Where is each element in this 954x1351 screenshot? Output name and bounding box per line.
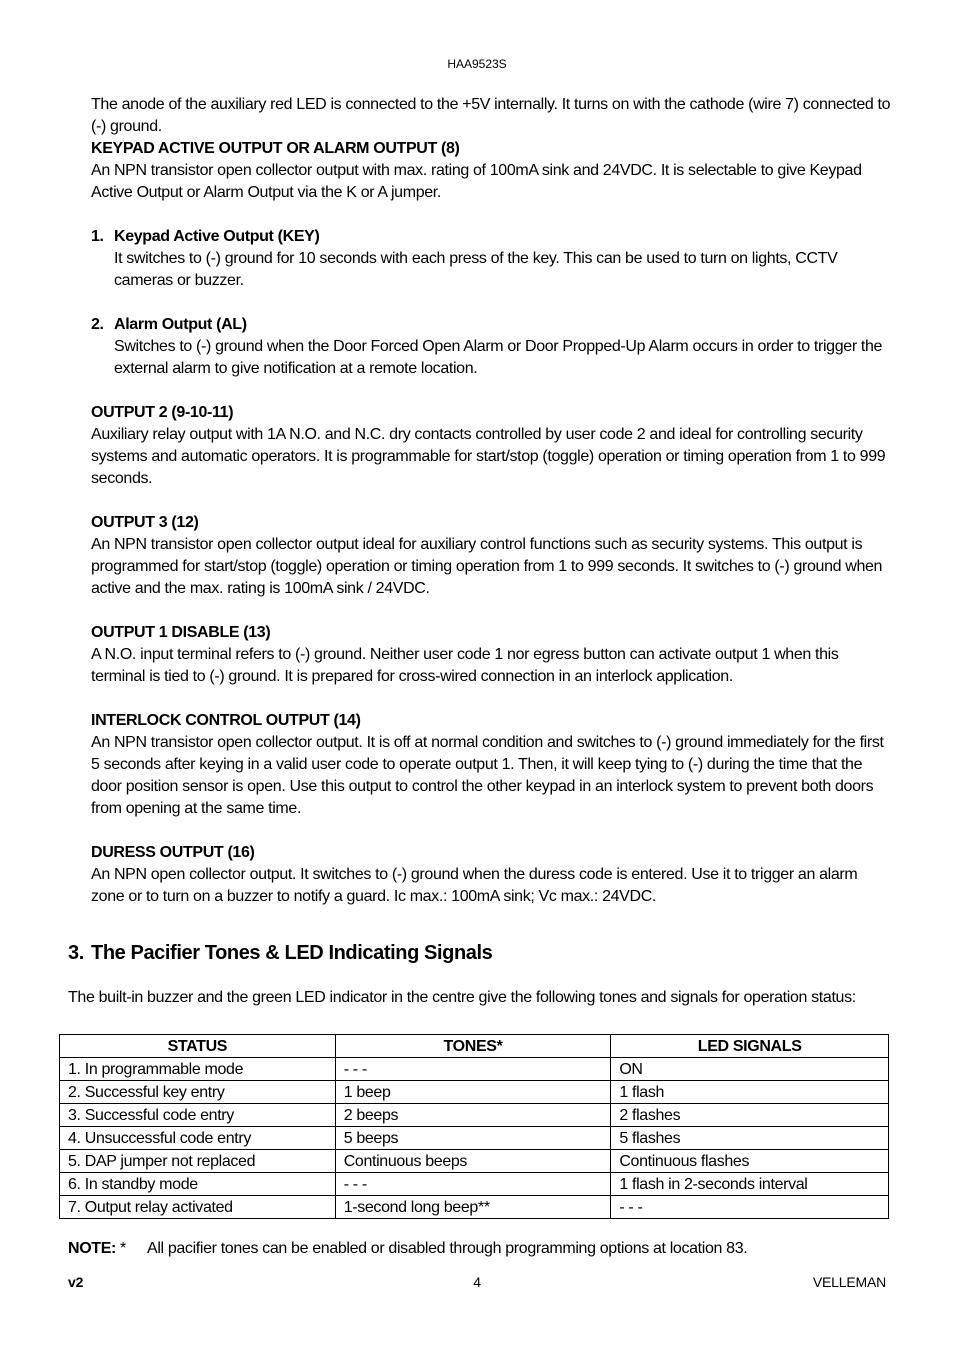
duress-body: An NPN open collector output. It switches to (-) ground when the duress code is entered. Use it to trigger an alarm zone or to turn on a buzzer to notify a guard. Ic max.: 100mA sink; Vc max.: 24VDC. — [91, 866, 858, 905]
footer-brand: VELLEMAN — [812, 1274, 886, 1290]
list-item-title: Keypad Active Output (KEY) — [114, 228, 320, 245]
tones-cell: Continuous beeps — [335, 1150, 611, 1173]
led-cell: 2 flashes — [611, 1104, 889, 1127]
keypad-output-body: An NPN transistor open collector output with max. rating of 100mA sink and 24VDC. It is selectable to give Keypad Active Output or Alarm Output via the K or A jumper. — [91, 162, 862, 201]
tones-cell: - - - — [335, 1173, 611, 1196]
keypad-output-heading: KEYPAD ACTIVE OUTPUT OR ALARM OUTPUT (8) — [91, 140, 460, 157]
section-title — [68, 942, 492, 965]
list-item-body: It switches to (-) ground for 10 seconds with each press of the key. This can be used to turn on lights, CCTV cameras or buzzer. — [114, 250, 838, 289]
table-header-row — [60, 1035, 889, 1058]
tones-cell: 5 beeps — [335, 1127, 611, 1150]
led-cell: - - - — [611, 1196, 889, 1219]
list-number: 1. — [91, 228, 104, 245]
interlock-heading: INTERLOCK CONTROL OUTPUT (14) — [91, 712, 361, 729]
list-item-title: Alarm Output (AL) — [114, 316, 247, 333]
interlock-body: An NPN transistor open collector output. It is off at normal condition and switches to (-) ground immediately for the first 5 seconds after keying in a valid user code to operate output 1. Then, it will keep tying to (-) during the time that the door position sensor is open. Use this output to control the other keypad in an interlock system to prevent both doors from opening at the same time. — [91, 734, 884, 817]
output1-disable-heading: OUTPUT 1 DISABLE (13) — [91, 624, 271, 641]
status-cell: 7. Output relay activated — [60, 1196, 336, 1219]
tones-cell: 1 beep — [335, 1081, 611, 1104]
output2-heading: OUTPUT 2 (9-10-11) — [91, 404, 234, 421]
table-row — [60, 1104, 889, 1127]
tones-cell: - - - — [335, 1058, 611, 1081]
note-label: NOTE: — [68, 1240, 117, 1257]
note-marker: * — [120, 1240, 126, 1257]
status-cell: 1. In programmable mode — [60, 1058, 336, 1081]
output2-body: Auxiliary relay output with 1A N.O. and N.C. dry contacts controlled by user code 2 and ideal for controlling security systems and automatic operators. It is programmable for start/stop (toggle) operation or timing operation from 1 to 999 seconds. — [91, 426, 886, 487]
document-header: HAA9523S — [447, 57, 507, 71]
status-cell: 6. In standby mode — [60, 1173, 336, 1196]
main-content — [91, 94, 891, 908]
status-table — [59, 1034, 889, 1219]
table-row — [60, 1196, 889, 1219]
note — [68, 1240, 748, 1258]
section-title-text: The Pacifier Tones & LED Indicating Signals — [91, 942, 493, 964]
status-cell: 3. Successful code entry — [60, 1104, 336, 1127]
list-item-alarm-output — [91, 314, 891, 380]
status-cell: 2. Successful key entry — [60, 1081, 336, 1104]
list-item-body: Switches to (-) ground when the Door Forced Open Alarm or Door Propped-Up Alarm occurs in order to trigger the external alarm to give notification at a remote location. — [114, 338, 883, 377]
table-row — [60, 1081, 889, 1104]
led-cell: 1 flash — [611, 1081, 889, 1104]
led-cell: 5 flashes — [611, 1127, 889, 1150]
status-cell: 5. DAP jumper not replaced — [60, 1150, 336, 1173]
duress-heading: DURESS OUTPUT (16) — [91, 844, 255, 861]
output1-disable-body: A N.O. input terminal refers to (-) ground. Neither user code 1 nor egress button can activate output 1 when this terminal is tied to (-) ground. It is prepared for cross-wired connection in an interlock application. — [91, 646, 839, 685]
column-header-tones: TONES* — [335, 1035, 611, 1058]
footer-version: v2 — [68, 1274, 84, 1290]
table-row — [60, 1127, 889, 1150]
list-number: 2. — [91, 316, 104, 333]
led-cell: Continuous flashes — [611, 1150, 889, 1173]
section-number: 3. — [68, 942, 84, 964]
table-row — [60, 1150, 889, 1173]
list-item-keypad-active — [91, 226, 891, 292]
table-row — [60, 1058, 889, 1081]
tones-cell: 2 beeps — [335, 1104, 611, 1127]
intro-paragraph: The anode of the auxiliary red LED is connected to the +5V internally. It turns on with the cathode (wire 7) connected to (-) ground. — [91, 96, 891, 135]
footer-page-number: 4 — [473, 1274, 481, 1290]
section-intro: The built-in buzzer and the green LED indicator in the centre give the following tones and signals for operation status: — [68, 989, 856, 1006]
led-cell: 1 flash in 2-seconds interval — [611, 1173, 889, 1196]
led-cell: ON — [611, 1058, 889, 1081]
column-header-led-signals: LED SIGNALS — [611, 1035, 889, 1058]
status-cell: 4. Unsuccessful code entry — [60, 1127, 336, 1150]
note-text: All pacifier tones can be enabled or disabled through programming options at location 83. — [147, 1240, 748, 1257]
output3-heading: OUTPUT 3 (12) — [91, 514, 199, 531]
output3-body: An NPN transistor open collector output ideal for auxiliary control functions such as security systems. This output is programmed for start/stop (toggle) operation or timing operation from 1 to 999 seconds. It switches to (-) ground when active and the max. rating is 100mA sink / 24VDC. — [91, 536, 883, 597]
table-row — [60, 1173, 889, 1196]
column-header-status: STATUS — [60, 1035, 336, 1058]
tones-cell: 1-second long beep** — [335, 1196, 611, 1219]
